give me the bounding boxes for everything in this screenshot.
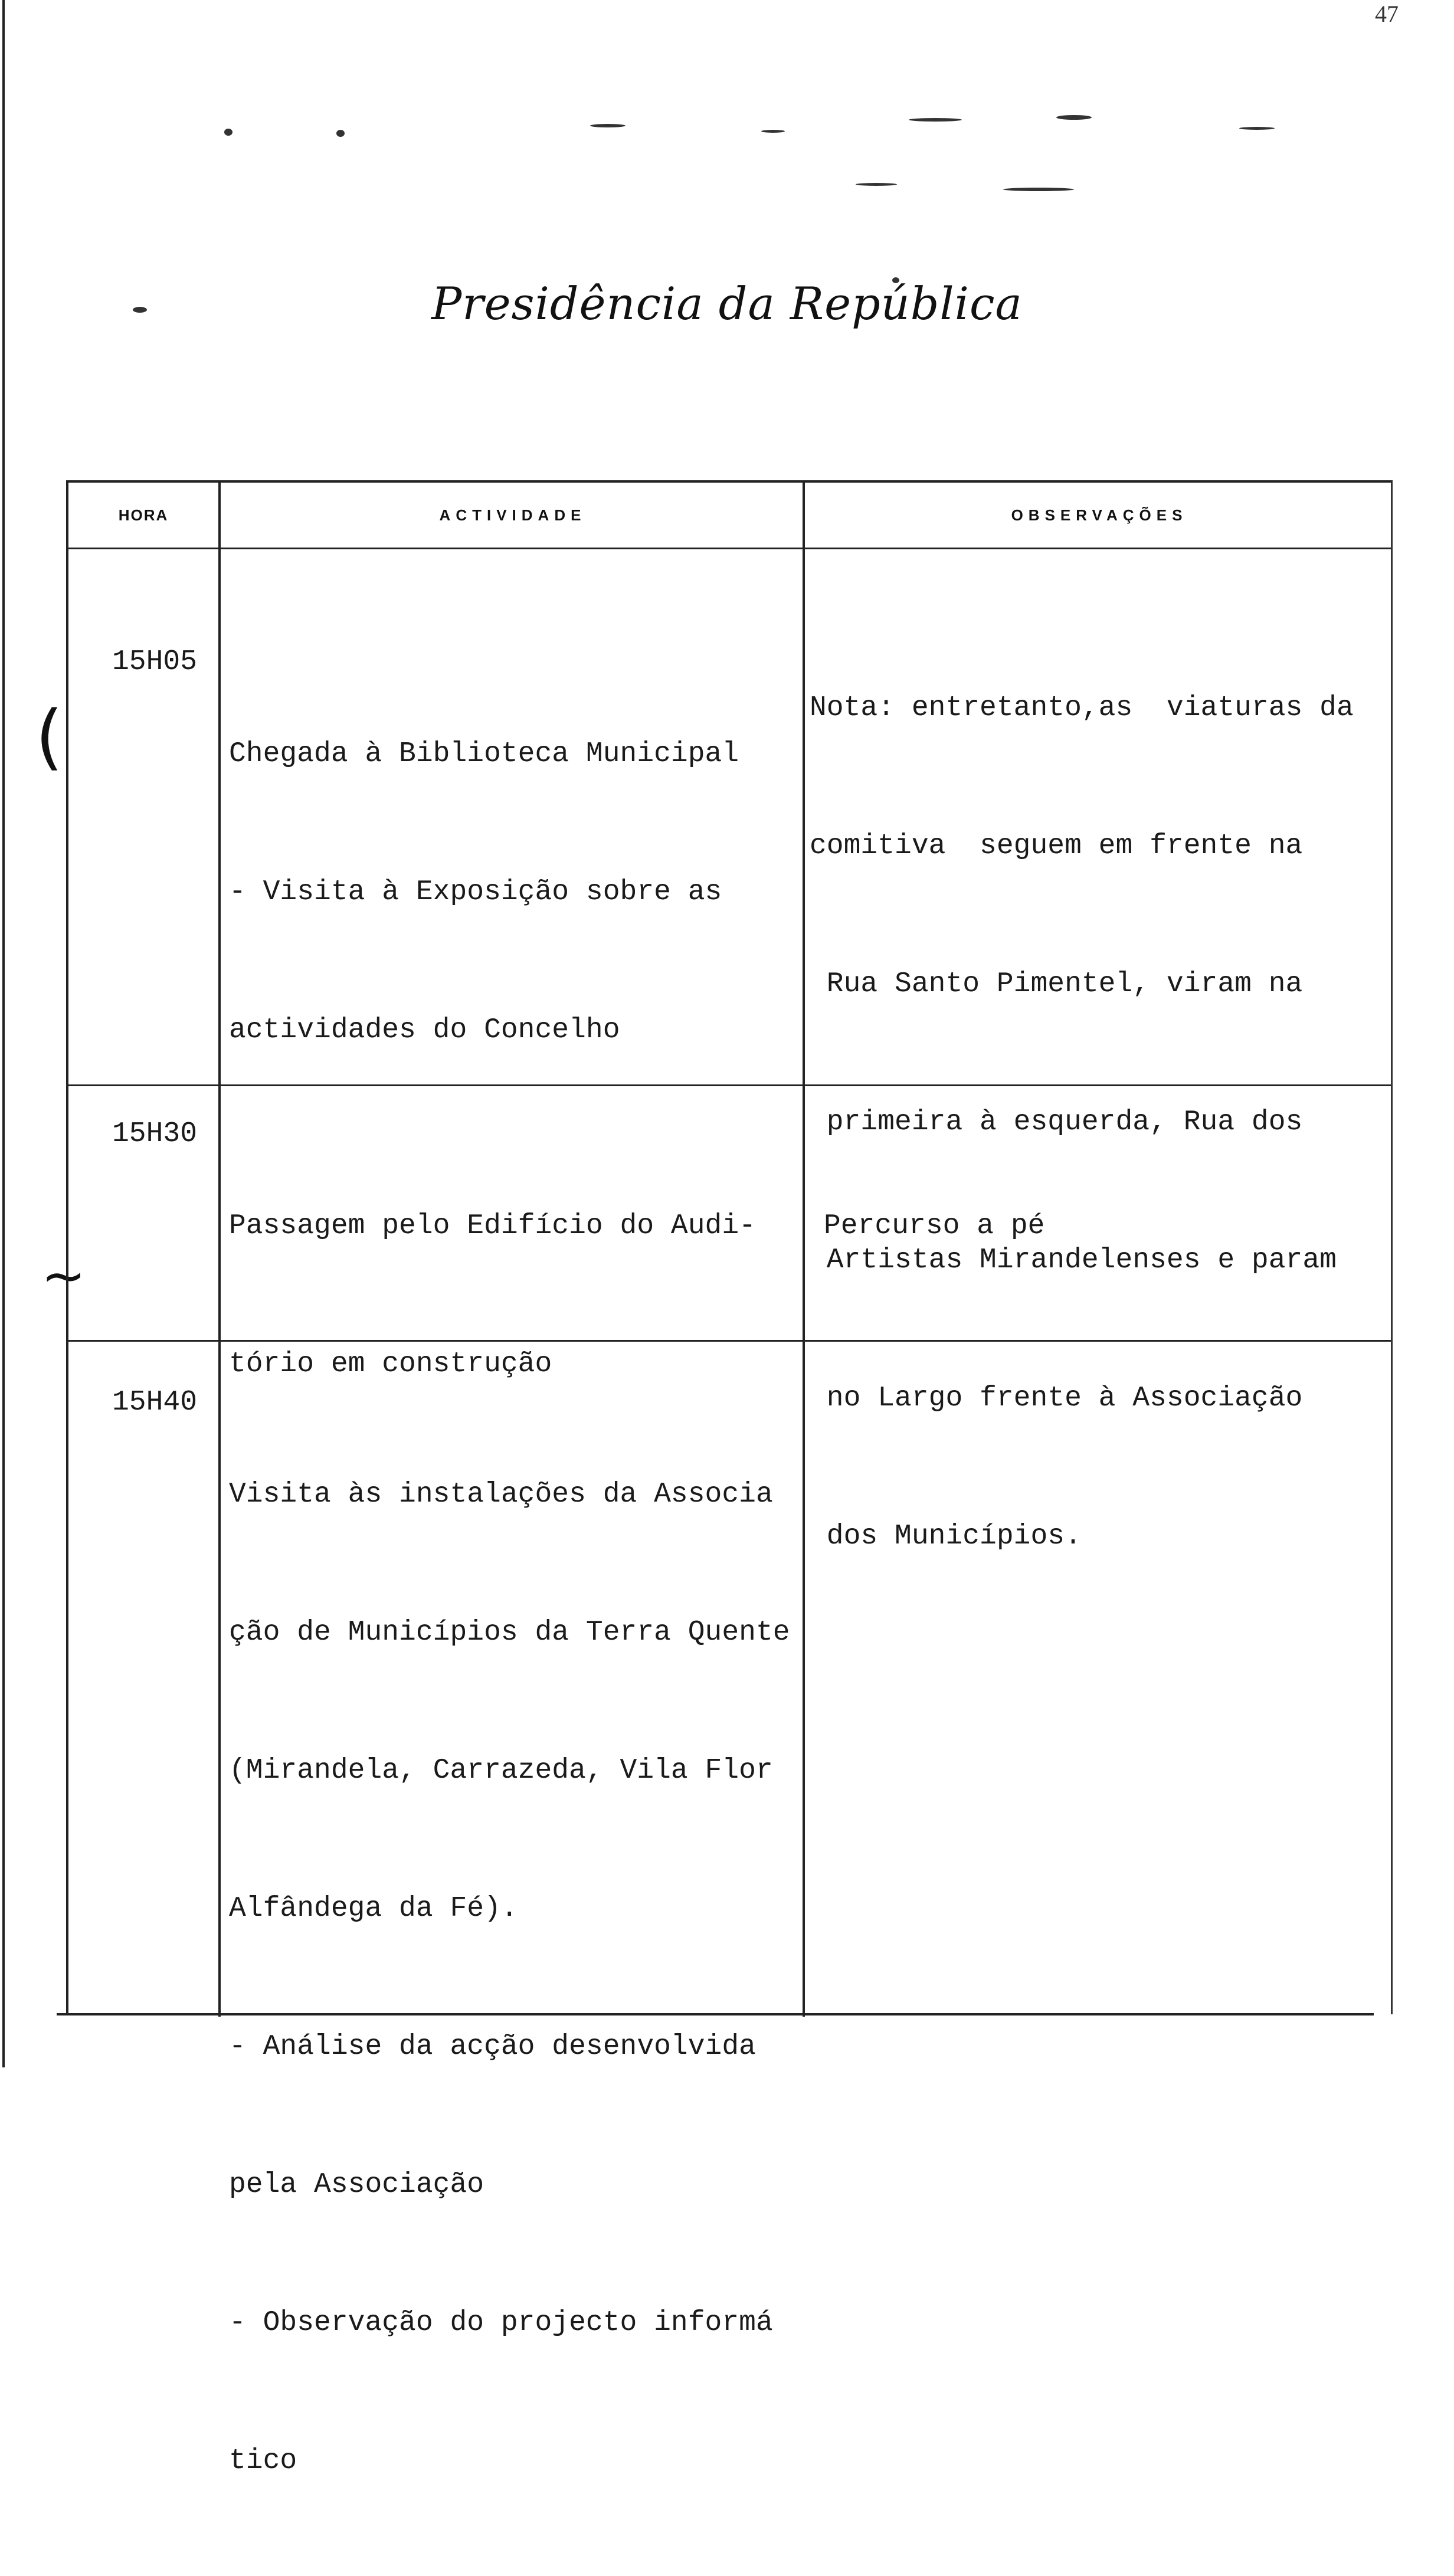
scan-speck (856, 183, 897, 186)
scan-speck (761, 130, 785, 133)
margin-bracket-mark: ( (35, 696, 63, 778)
schedule-table (66, 480, 1393, 2477)
column-header-row (68, 483, 1391, 549)
scan-speck (224, 129, 232, 136)
text-line: - Análise da acção desenvolvida (229, 2031, 756, 2063)
scan-speck (336, 130, 345, 137)
column-header-hora: HORA (118, 506, 169, 524)
row-observacoes (824, 1111, 1044, 1341)
text-line: Artistas Mirandelenses e param (810, 1244, 1337, 1276)
text-line: tório em construção (229, 1348, 552, 1380)
text-line: primeira à esquerda, Rua dos (810, 1106, 1303, 1138)
row-hora: 15H40 (112, 1387, 198, 1418)
text-line: ção de Municípios da Terra Quente (229, 1617, 790, 1648)
text-line: pela Associação (229, 2169, 484, 2201)
scan-speck (590, 124, 626, 127)
row-hora: 15H30 (112, 1118, 198, 1150)
row-actividade (229, 1379, 790, 2576)
text-line: Nota: entretanto,as viaturas da (810, 692, 1354, 724)
text-line: Percurso a pé (824, 1210, 1045, 1242)
scan-speck (1056, 115, 1092, 120)
column-header-observacoes: OBSERVAÇÕES (1011, 506, 1188, 524)
text-line: no Largo frente à Associação (810, 1382, 1303, 1414)
text-line: tico (229, 2445, 297, 2477)
column-divider (218, 483, 221, 2017)
text-line: Chegada à Biblioteca Municipal (229, 738, 739, 770)
text-line: Passagem pelo Edifício do Audi- (229, 1210, 756, 1242)
text-line: - Observação do projecto informá (229, 2307, 773, 2339)
scan-speck (1003, 188, 1074, 191)
row-hora: 15H05 (112, 646, 198, 678)
bottom-rule (57, 2013, 1374, 2015)
text-line: Alfândega da Fé). (229, 1893, 518, 1925)
text-line: actividades do Concelho (229, 1014, 620, 1046)
letterhead-title: Presidência da República (431, 277, 1023, 330)
column-divider (803, 483, 805, 2017)
scan-speck (1239, 127, 1275, 130)
page-number: 47 (1375, 1, 1399, 27)
margin-bracket-mark: ~ (41, 1245, 86, 1307)
text-line: Rua Santo Pimentel, viram na (810, 968, 1303, 1000)
text-line: Visita às instalações da Associa (229, 1479, 773, 1510)
text-line: dos Municípios. (810, 1520, 1082, 1552)
scan-speck (909, 118, 962, 122)
row-actividade (229, 639, 739, 1145)
text-line: - Visita à Exposição sobre as (229, 876, 722, 908)
text-line: (Mirandela, Carrazeda, Vila Flor (229, 1755, 773, 1787)
text-line: comitiva seguem em frente na (810, 830, 1303, 862)
column-header-actividade: ACTIVIDADE (439, 506, 587, 524)
